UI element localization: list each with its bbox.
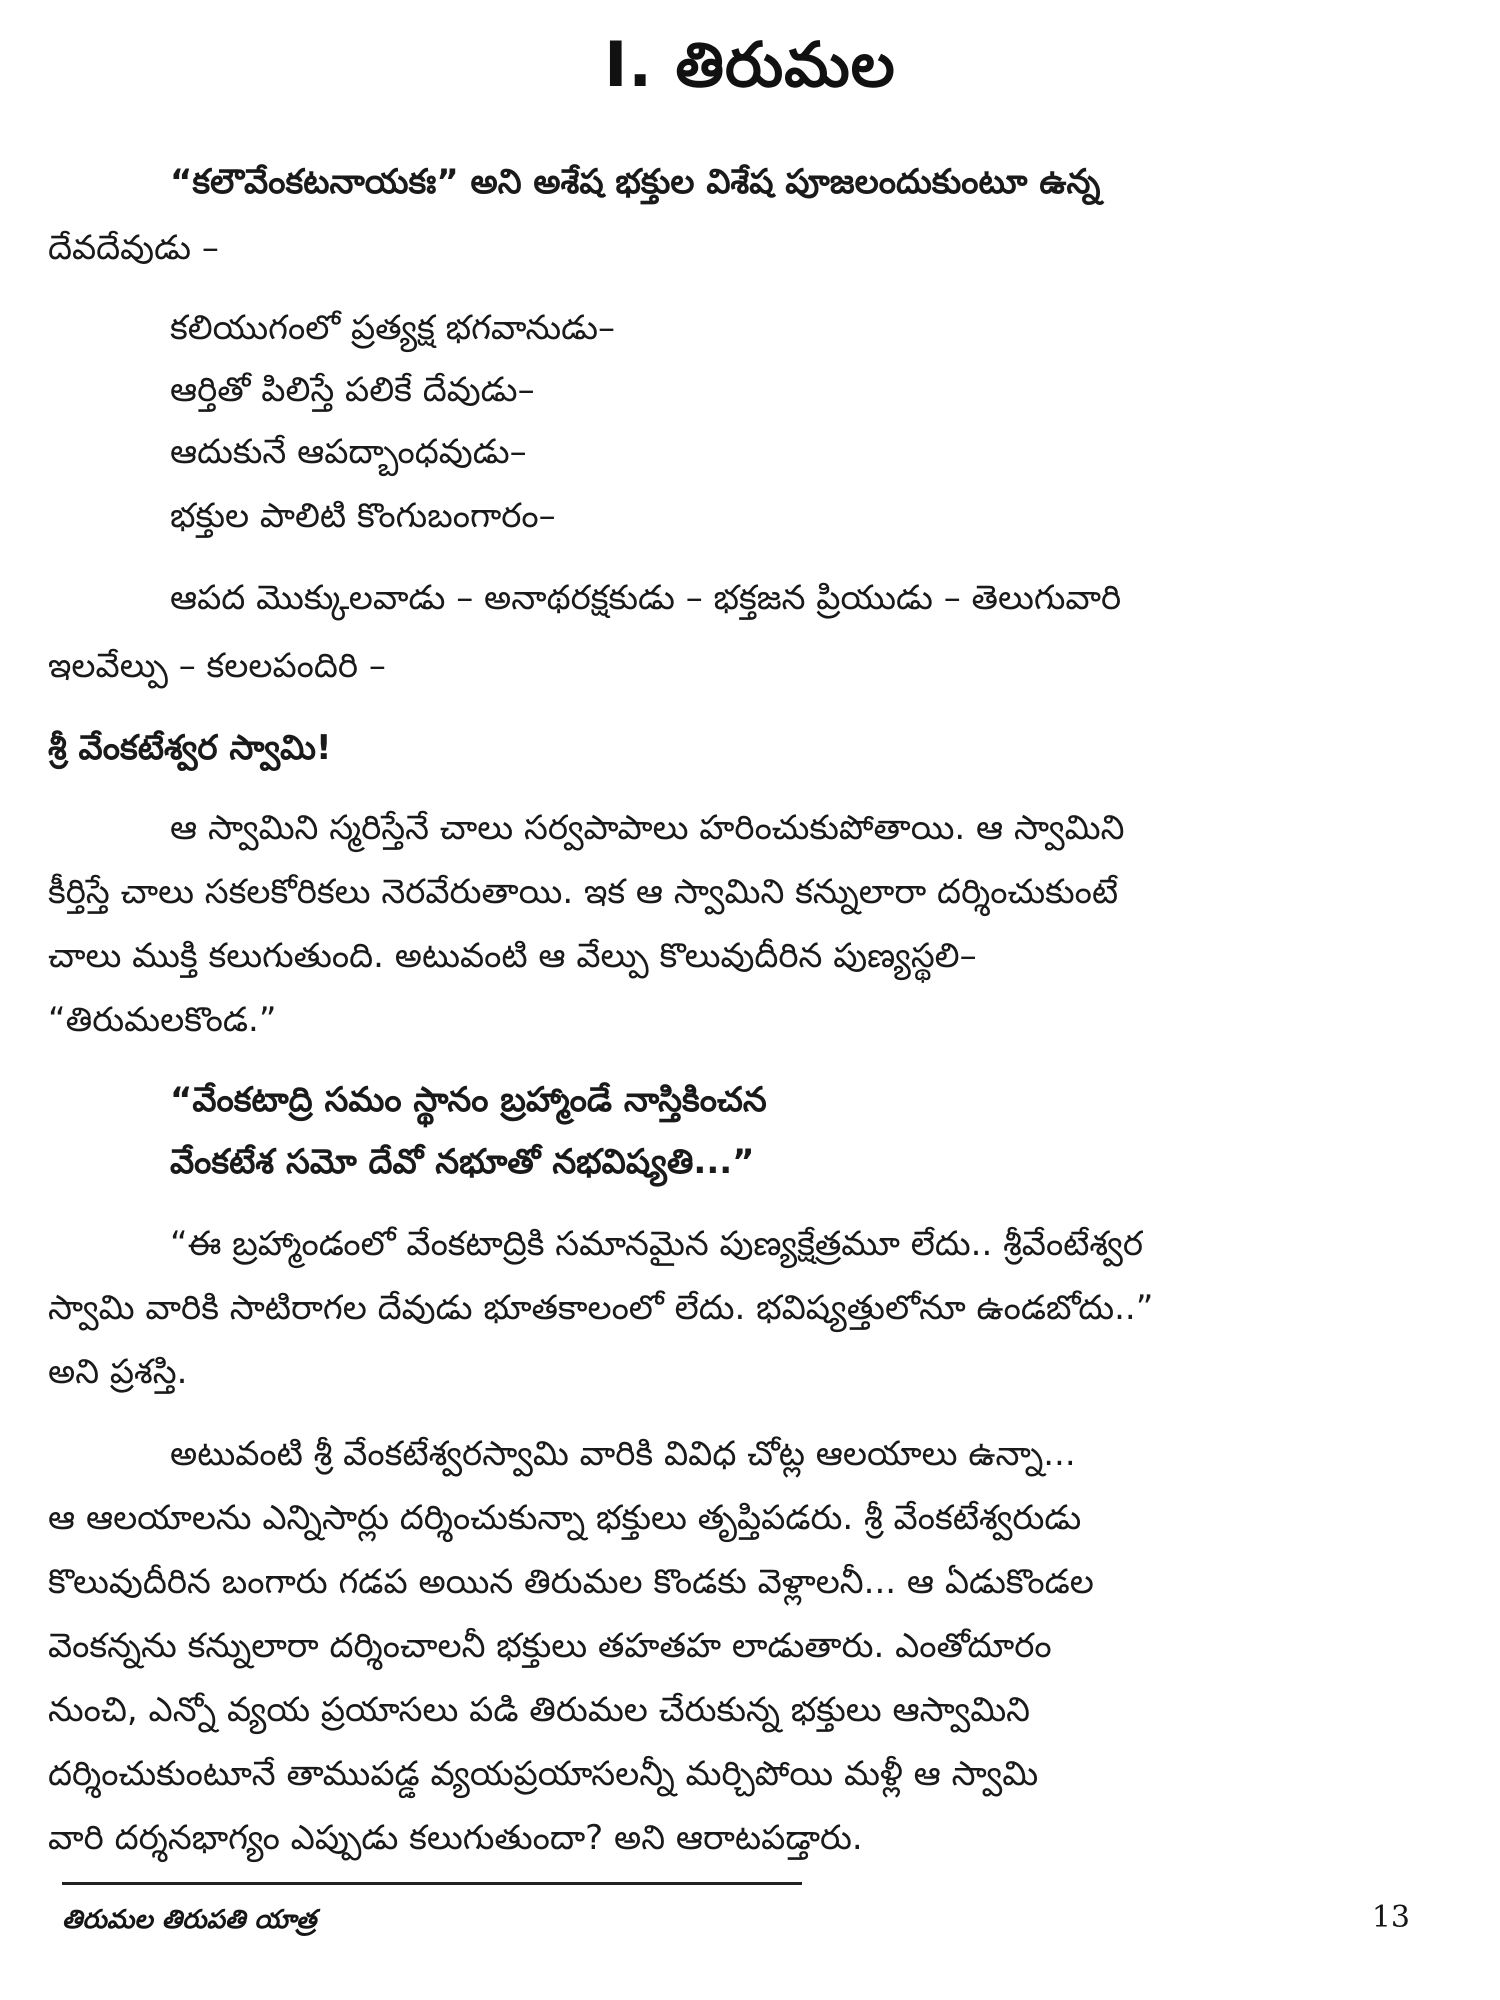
epithet-line-1: కలియుగంలో ప్రత్యక్ష భగవానుడు–: [170, 308, 616, 348]
para2-line-7: వారి దర్శనభాగ్యం ఎప్పుడు కలుగుతుందా? అని ఆరాటపడ్తారు.: [48, 1818, 863, 1858]
epithet-line-4: భక్తుల పాలిటి కొంగుబంగారం–: [170, 496, 556, 536]
intro-line-2: దేవదేవుడు –: [48, 228, 219, 268]
epithet-line-3: ఆదుకునే ఆపద్బాంధవుడు–: [170, 432, 527, 472]
names-line-1: ఆపద మొక్కులవాడు – అనాథరక్షకుడు – భక్తజన ప్రియుడు – తెలుగువారి: [170, 578, 1122, 618]
footer-divider: [62, 1882, 802, 1885]
para2-line-2: ఆ ఆలయాలను ఎన్నిసార్లు దర్శించుకున్నా భక్తులు తృప్తిపడరు. శ్రీ వేంకటేశ్వరుడు: [48, 1498, 1082, 1538]
para1-line-1: ఆ స్వామిని స్మరిస్తేనే చాలు సర్వపాపాలు హరించుకుపోతాయి. ఆ స్వామిని: [170, 808, 1125, 848]
chapter-title: I. తిరుమల: [604, 28, 896, 101]
meaning-line-2: స్వామి వారికి సాటిరాగల దేవుడు భూతకాలంలో లేదు. భవిష్యత్తులోనూ ఉండబోదు..”: [48, 1288, 1154, 1328]
epithet-line-2: ఆర్తితో పిలిస్తే పలికే దేవుడు–: [170, 370, 535, 410]
para1-line-3: చాలు ముక్తి కలుగుతుంది. అటువంటి ఆ వేల్పు కొలువుదీరిన పుణ్యస్థలి–: [48, 936, 977, 976]
page-number: 13: [1371, 1900, 1410, 1935]
deity-name: శ్రీ వేంకటేశ్వర స్వామి!: [48, 728, 332, 768]
sloka-line-2: వేంకటేశ సమో దేవో నభూతో నభవిష్యతి...”: [170, 1142, 755, 1182]
intro-line-1: “కలౌవేంకటనాయకః” అని అశేష భక్తుల విశేష పూజలందుకుంటూ ఉన్న: [170, 162, 1101, 202]
para2-line-3: కొలువుదీరిన బంగారు గడప అయిన తిరుమల కొండకు వెళ్లాలనీ... ఆ ఏడుకొండల: [48, 1562, 1094, 1602]
para2-line-6: దర్శించుకుంటూనే తాముపడ్డ వ్యయప్రయాసలన్నీ మర్చిపోయి మళ్లీ ఆ స్వామి: [48, 1754, 1039, 1794]
meaning-line-3: అని ప్రశస్తి.: [48, 1352, 188, 1392]
para2-line-4: వెంకన్నను కన్నులారా దర్శించాలనీ భక్తులు తహతహ లాడుతారు. ఎంతోదూరం: [48, 1626, 1052, 1666]
para1-line-4: “తిరుమలకొండ.”: [48, 1000, 277, 1040]
meaning-line-1: “ఈ బ్రహ్మాండంలో వేంకటాద్రికి సమానమైన పుణ్యక్షేత్రమూ లేదు.. శ్రీవేంటేశ్వర: [170, 1224, 1144, 1264]
names-line-2: ఇలవేల్పు – కలలపందిరి –: [48, 646, 386, 686]
para2-line-1: అటువంటి శ్రీ వేంకటేశ్వరస్వామి వారికి వివిధ చోట్ల ఆలయాలు ఉన్నా...: [170, 1434, 1076, 1474]
para1-line-2: కీర్తిస్తే చాలు సకలకోరికలు నెరవేరుతాయి. ఇక ఆ స్వామిని కన్నులారా దర్శించుకుంటే: [48, 872, 1119, 912]
sloka-line-1: “వేంకటాద్రి సమం స్థానం బ్రహ్మాండే నాస్తికించన: [170, 1080, 767, 1120]
footer-book-title: తిరుమల తిరుపతి యాత్ర: [62, 1905, 317, 1935]
para2-line-5: నుంచి, ఎన్నో వ్యయ ప్రయాసలు పడి తిరుమల చేరుకున్న భక్తులు ఆస్వామిని: [48, 1690, 1031, 1730]
